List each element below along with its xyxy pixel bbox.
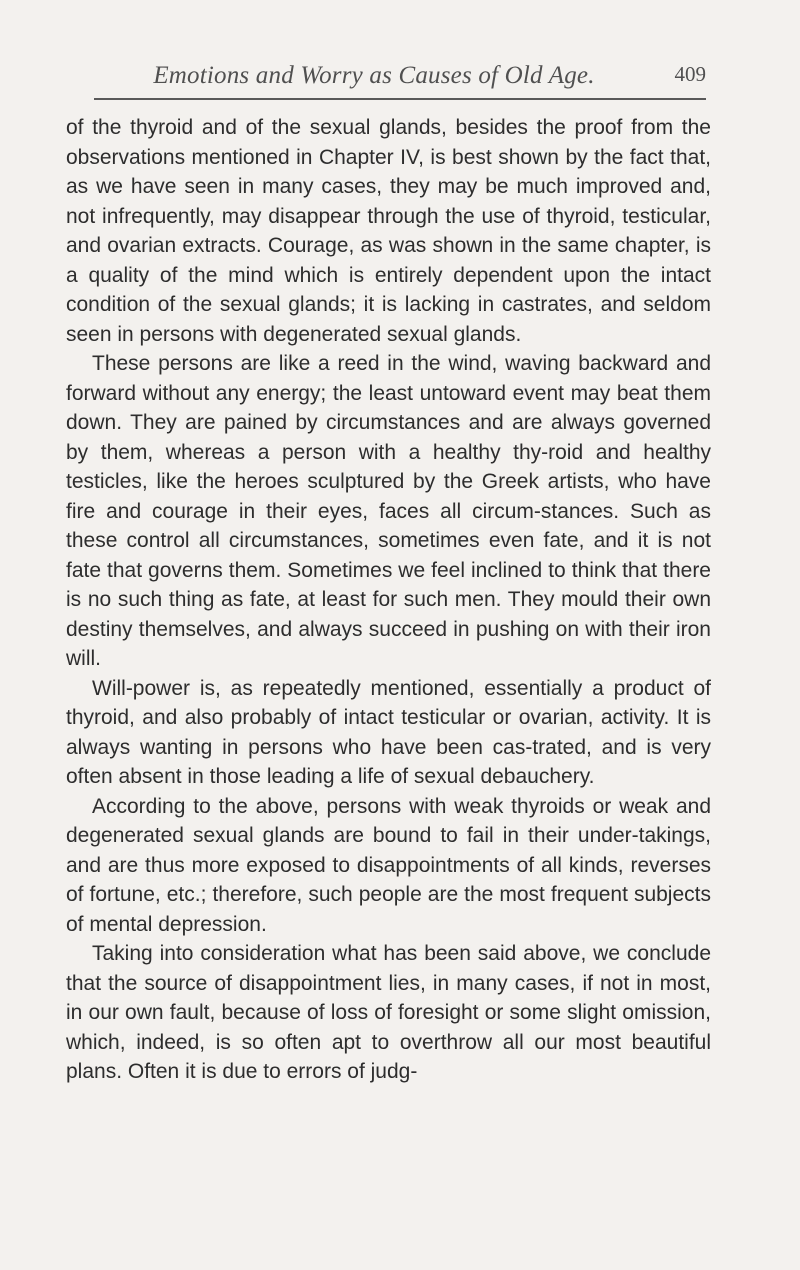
- running-title: Emotions and Worry as Causes of Old Age.: [153, 62, 595, 89]
- paragraph-3: Will-power is, as repeatedly mentioned, essentially a product of thyroid, and also probably of intact testicular or ovarian, activity. It is always wanting in persons who have been cas-trated, and is very often absent in those leading a life of sexual debauchery.: [66, 676, 711, 788]
- paragraph-4: According to the above, persons with weak thyroids or weak and degenerated sexual glands are bound to fail in their under-takings, and are thus more exposed to disappointments of all kinds, reverses of fortune, etc.; therefore, such people are the most frequent subjects of mental depression.: [66, 794, 711, 936]
- paragraph-1: of the thyroid and of the sexual glands, besides the proof from the observations mentioned in Chapter IV, is best shown by the fact that, as we have seen in many cases, they may be much improved and, not infrequently, may disappear through the use of thyroid, testicular, and ovarian extracts. Courage, as was shown in the same chapter, is a quality of the mind which is entirely dependent upon the intact condition of the sexual glands; it is lacking in castrates, and seldom seen in persons with degenerated sexual glands.: [66, 116, 711, 346]
- body-text: [66, 113, 711, 1087]
- running-head: [94, 62, 706, 102]
- header-rule: [94, 98, 706, 100]
- paragraph-2: These persons are like a reed in the wind, waving backward and forward without any energy; the least untoward event may beat them down. They are pained by circumstances and are always governed by them, whereas a person with a healthy thy-roid and healthy testicles, like the heroes sculptured by the Greek artists, who have fire and courage in their eyes, faces all circum-stances. Such as these control all circumstances, sometimes even fate, and it is not fate that governs them. Sometimes we feel inclined to think that there is no such thing as fate, at least for such men. They mould their own destiny themselves, and always succeed in pushing on with their iron will.: [66, 352, 711, 670]
- page-number: 409: [674, 62, 706, 86]
- paragraph-5: Taking into consideration what has been said above, we conclude that the source of disappointment lies, in many cases, if not in most, in our own fault, because of loss of foresight or some slight omission, which, indeed, is so often apt to overthrow all our most beautiful plans. Often it is due to errors of judg-: [66, 942, 711, 1083]
